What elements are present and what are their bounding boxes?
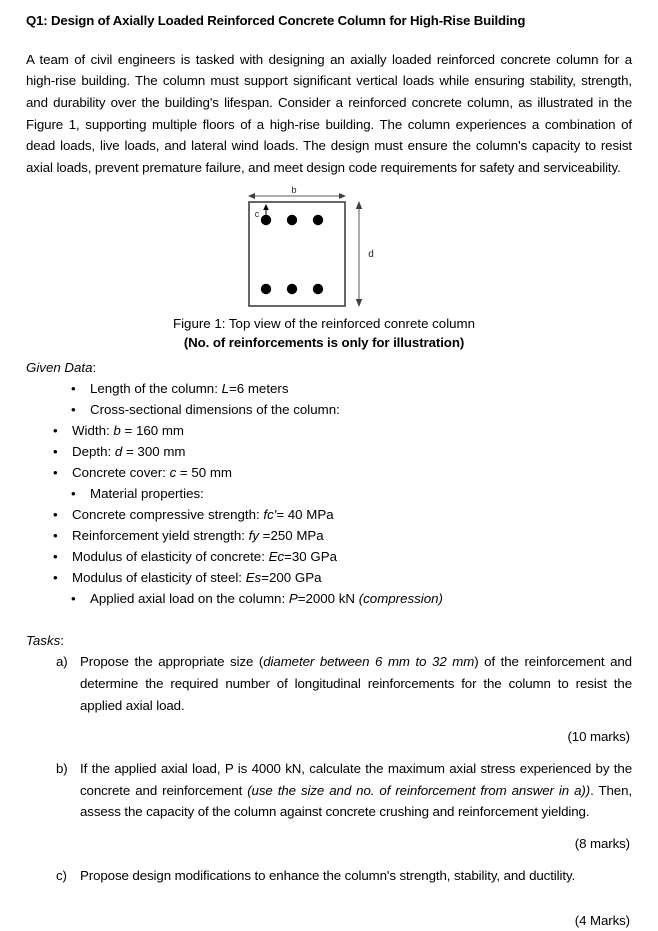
given-data-subitem-label — [72, 423, 184, 438]
text-run: =6 meters — [229, 381, 289, 397]
task-marker: a) — [56, 654, 68, 670]
given-data-item-label — [90, 591, 443, 606]
page-title: Q1: Design of Axially Loaded Reinforced Concrete Column for High-Rise Building — [26, 13, 526, 28]
text-run: Propose the appropriate size ( — [80, 654, 264, 670]
rebar-dot — [313, 215, 323, 225]
given-data-sublist-wrapper — [26, 420, 632, 483]
bullet-glyph-icon: • — [53, 423, 58, 439]
given-data-subitem — [26, 441, 632, 462]
figure-container — [26, 184, 632, 314]
text-run: d — [114, 444, 123, 460]
given-data-sublist — [26, 420, 632, 483]
text-run: c — [169, 465, 177, 481]
given-data-subitem — [26, 420, 632, 441]
cover-label: c — [254, 209, 260, 220]
given-data-item — [26, 483, 632, 504]
given-data-heading-text: Given Data — [26, 360, 93, 376]
text-run: If the applied axial load, P is 4000 kN, calculate the maximum axial stress experienced by the concrete and reinforcement — [80, 761, 632, 798]
figure-caption-line2: (No. of reinforcements is only for illustration) — [183, 335, 465, 351]
depth-label: d — [368, 249, 374, 261]
text-run: Ec — [268, 549, 285, 565]
text-run: Modulus of elasticity of steel: — [72, 570, 246, 586]
bullet-glyph-icon: • — [53, 507, 58, 523]
text-run: Concrete cover: — [72, 465, 170, 481]
tasks-heading — [26, 630, 632, 651]
tasks-list — [26, 651, 632, 930]
given-data-subitem-label — [72, 528, 324, 543]
task-marks: (4 Marks) — [574, 912, 630, 928]
given-data-subitem-label — [72, 507, 334, 522]
bullet-glyph-icon: • — [71, 591, 76, 607]
bullet-glyph-icon: • — [53, 528, 58, 544]
width-label: b — [291, 185, 297, 196]
column-cross-section-diagram — [226, 184, 416, 312]
bullet-glyph-icon: • — [71, 486, 76, 502]
text-run: = 40 MPa — [276, 507, 334, 523]
text-run: =250 MPa — [258, 528, 324, 544]
given-data-item-label — [90, 486, 204, 501]
text-run: Length of the column: — [90, 381, 222, 397]
bullet-glyph-icon: • — [53, 549, 58, 565]
figure-caption-line1: Figure 1: Top view of the reinforced conrete column — [172, 316, 476, 332]
width-dimension-arrow — [248, 193, 346, 199]
tasks-heading-colon: : — [60, 633, 64, 649]
bullet-glyph-icon: • — [71, 381, 76, 397]
task-item — [26, 758, 632, 854]
given-data-subitem — [26, 567, 632, 588]
task-item — [26, 651, 632, 747]
given-data-subitem — [26, 525, 632, 546]
intro-paragraph: A team of civil engineers is tasked with designing an axially loaded reinforced concrete column for a high-rise building. The column must support significant vertical loads while ensuring stability, strength, and durability over the building's lifespan. Consider a reinforced concrete column, as illustrated in the Figure 1, supporting multiple floors of a high-rise building. The column experiences a combination of dead loads, live loads, and lateral wind loads. The design must ensure the column's capacity to resist axial loads, prevent premature failure, and meet design code requirements for safety and serviceability. — [26, 51, 632, 175]
given-data-sublist-wrapper — [26, 504, 632, 588]
text-run: = 50 mm — [176, 465, 233, 481]
given-data-subitem — [26, 504, 632, 525]
task-marker: b) — [56, 761, 68, 777]
text-run: Applied axial load on the column: — [90, 591, 289, 607]
given-data-subitem — [26, 462, 632, 483]
bullet-glyph-icon: • — [53, 570, 58, 586]
text-run: Modulus of elasticity of concrete: — [72, 549, 269, 565]
given-data-heading-colon: : — [92, 360, 97, 376]
text-run: Width: — [72, 423, 114, 439]
given-data-sublist — [26, 504, 632, 588]
text-run: =200 GPa — [261, 570, 322, 586]
text-run: (compression) — [358, 591, 443, 607]
text-run: =30 GPa — [284, 549, 337, 565]
given-data-subitem — [26, 546, 632, 567]
rebar-dot — [261, 284, 271, 294]
task-marks: (8 marks) — [574, 835, 630, 851]
given-data-item — [26, 588, 632, 609]
text-run: = 160 mm — [120, 423, 184, 439]
text-run: (use the size and no. of reinforcement from answer in a)) — [247, 782, 591, 798]
bullet-glyph-icon: • — [71, 402, 76, 418]
text-run: Reinforcement yield strength: — [72, 528, 249, 544]
text-run: fy — [248, 528, 259, 544]
given-data-subitem-label — [72, 444, 185, 459]
text-run: Concrete compressive strength: — [72, 507, 264, 523]
task-marker: c) — [56, 867, 67, 883]
given-data-subitem-label — [72, 549, 337, 564]
given-data-subitem-label — [72, 570, 321, 585]
given-data-item-label — [90, 402, 340, 417]
tasks-heading-text: Tasks — [26, 633, 61, 649]
rebar-dot — [313, 284, 323, 294]
text-run: ) of the reinforcement and determine the required number of longitudinal reinforcements for the column to resist the applied axial load. — [80, 654, 632, 713]
given-data-item-label — [90, 381, 289, 396]
text-run: . Then, assess the capacity of the column against concrete crushing and reinforcement yielding. — [80, 782, 632, 820]
text-run: Depth: — [72, 444, 115, 460]
bullet-glyph-icon: • — [53, 444, 58, 460]
given-data-item — [26, 378, 632, 399]
depth-dimension-arrow — [356, 201, 362, 307]
rebar-dot — [287, 284, 297, 294]
rebar-dot — [261, 215, 271, 225]
task-marks: (10 marks) — [567, 729, 630, 745]
given-data-list — [26, 378, 632, 609]
given-data-subitem-label — [72, 465, 232, 480]
given-data-heading — [26, 357, 632, 378]
task-item — [26, 865, 632, 931]
text-run: Material properties: — [90, 486, 204, 502]
text-run: P — [288, 591, 298, 607]
task-body — [80, 758, 632, 823]
text-run: Es — [245, 570, 262, 586]
given-data-item — [26, 399, 632, 420]
text-run: b — [113, 423, 121, 439]
text-run: fc' — [263, 507, 277, 523]
text-run: Propose design modifications to enhance the column's strength, stability, and ductility. — [80, 867, 576, 883]
task-body — [80, 651, 632, 716]
text-run: = 300 mm — [122, 444, 186, 460]
rebar-dot — [287, 215, 297, 225]
document-content — [26, 0, 632, 931]
text-run: Cross-sectional dimensions of the column: — [90, 402, 340, 418]
task-body — [80, 865, 632, 887]
text-run: diameter between 6 mm to 32 mm — [263, 654, 475, 670]
text-run: =2000 kN — [297, 591, 359, 607]
text-run: L — [221, 381, 229, 397]
bullet-glyph-icon: • — [53, 465, 58, 481]
